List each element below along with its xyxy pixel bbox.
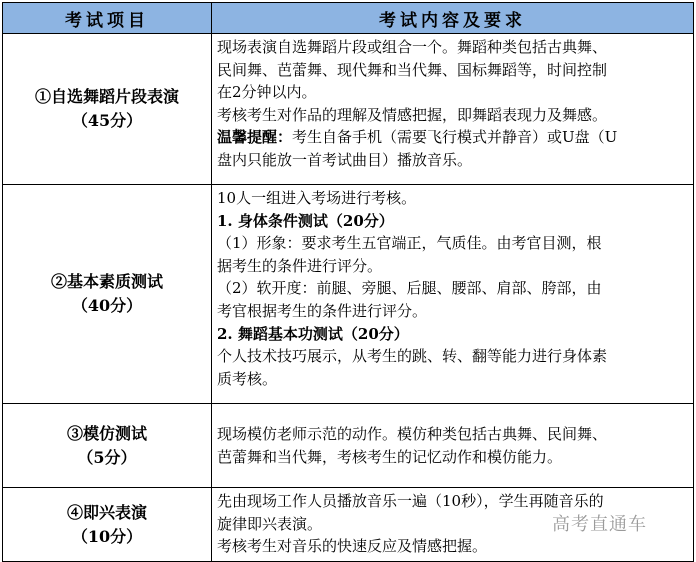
exam-item-score: （10分） — [71, 526, 143, 546]
exam-item-score: （45分） — [71, 111, 143, 130]
watermark: 高考直通车 — [552, 514, 647, 535]
subsection-title: 1. 身体条件测试（20分） — [217, 211, 394, 230]
content-line: 民间舞、芭蕾舞、现代舞和当代舞、国标舞蹈等，时间控制 — [217, 60, 608, 79]
content-line: 考官根据考生的条件进行评分。 — [217, 301, 428, 320]
content-line: 现场表演自选舞蹈片段或组合一个。舞蹈种类包括古典舞、 — [217, 38, 608, 56]
table-row — [3, 404, 694, 488]
tip-label: 温馨提醒： — [217, 128, 293, 147]
content-line: 据考生的条件进行评分。 — [217, 256, 383, 275]
exam-item-cell — [3, 404, 212, 488]
exam-content-cell — [212, 404, 694, 488]
content-line: 盘内只能放一首考试曲目）播放音乐。 — [217, 150, 473, 169]
header-row — [3, 3, 694, 34]
content-line: 现场模仿老师示范的动作。模仿种类包括古典舞、民间舞、 — [217, 424, 608, 443]
content-line: 考核考生对音乐的快速反应及情感把握。 — [217, 537, 488, 556]
tip-line — [217, 126, 687, 149]
table-row — [3, 185, 694, 404]
exam-item-cell — [3, 185, 212, 404]
content-line: 10人一组进入考场进行考核。 — [217, 189, 417, 207]
content-line: 考核考生对作品的理解及情感把握，即舞蹈表现力及舞感。 — [217, 105, 608, 124]
exam-item-cell — [3, 488, 212, 562]
exam-content-cell — [212, 34, 694, 185]
content-line: （2）软开度：前腿、旁腿、后腿、腰部、肩部、胯部，由 — [217, 279, 602, 298]
content-line: 在2分钟以内。 — [217, 83, 317, 102]
exam-item-name: ③模仿测试 — [66, 423, 147, 443]
header-exam-content: 考试内容及要求 — [212, 3, 694, 34]
exam-item-score: （5分） — [77, 447, 137, 467]
header-exam-item: 考试项目 — [3, 3, 212, 34]
exam-item-name: ②基本素质测试 — [50, 272, 163, 291]
tip-text: 考生自备手机（需要飞行模式并静音）或U盘（U — [292, 128, 618, 147]
exam-item-name: ④即兴表演 — [66, 502, 147, 522]
exam-table — [2, 2, 694, 562]
exam-item-score: （40分） — [71, 296, 143, 315]
exam-item-cell — [3, 34, 212, 185]
content-line: （1）形象：要求考生五官端正，气质佳。由考官目测，根 — [217, 234, 602, 253]
subsection-title: 2. 舞蹈基本功测试（20分） — [217, 324, 409, 343]
content-line: 先由现场工作人员播放音乐一遍（10秒），学生再随音乐的 — [217, 492, 604, 510]
content-line: 质考核。 — [217, 369, 278, 388]
content-line: 旋律即兴表演。 — [217, 514, 323, 533]
content-line: 芭蕾舞和当代舞，考核考生的记忆动作和模仿能力。 — [217, 447, 563, 466]
exam-item-name: ①自选舞蹈片段表演 — [34, 87, 179, 106]
content-line: 个人技术技巧展示，从考生的跳、转、翻等能力进行身体素 — [217, 347, 608, 366]
exam-content-cell — [212, 185, 694, 404]
table-row — [3, 34, 694, 185]
